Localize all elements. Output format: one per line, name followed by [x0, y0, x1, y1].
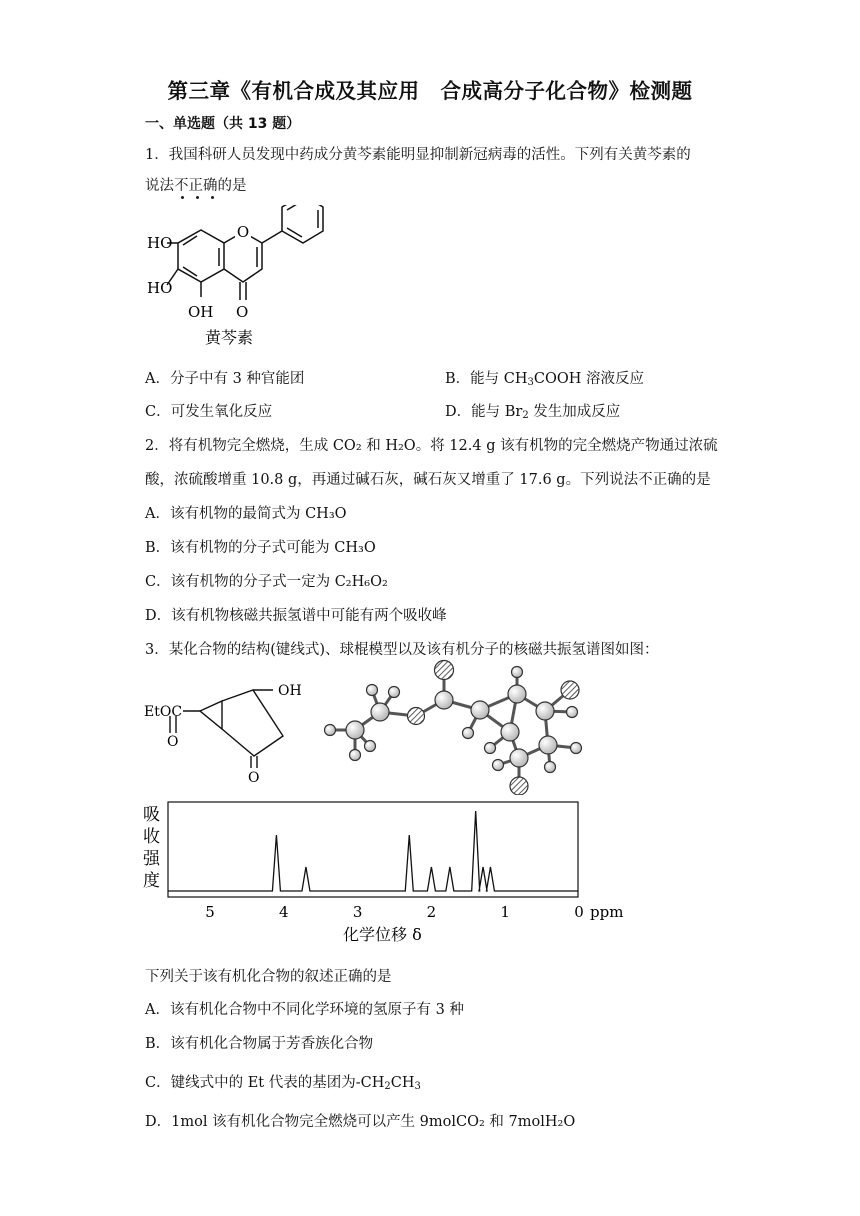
q1-stem-line2: 说法不正确的是	[145, 178, 247, 194]
x-tick-label: 1	[500, 903, 510, 921]
x-axis-unit: ppm	[590, 903, 624, 921]
ball-and-stick-model	[320, 655, 595, 795]
svg-text:O: O	[236, 223, 250, 241]
carbonyl-o-label: O	[236, 303, 249, 321]
x-tick-label: 4	[279, 903, 289, 921]
q3-question: 下列关于该有机化合物的叙述正确的是	[145, 969, 392, 985]
ho-label: HO	[147, 234, 173, 252]
x-tick-label: 2	[426, 903, 437, 921]
nmr-spectrum-chart	[140, 798, 630, 948]
q1-option-c: C．可发生氧化反应	[145, 404, 273, 420]
q2-option-a: A．该有机物的最简式为 CH₃O	[145, 506, 347, 522]
q2-stem-line2: 酸，浓硫酸增重 10.8 g，再通过碱石灰，碱石灰又增重了 17.6 g。下列说法不正确的是	[145, 472, 711, 488]
svg-text:吸: 吸	[143, 805, 160, 825]
o-label: O	[248, 770, 260, 786]
q1-option-b: B．能与 $CH_3COOH$ 溶液反应	[445, 371, 645, 388]
page-title: 第三章《有机合成及其应用 合成高分子化合物》检测题	[167, 79, 693, 103]
q1-option-a: A．分子中有 3 种官能团	[145, 371, 305, 387]
x-tick-label: 0	[574, 903, 584, 921]
q3-option-a: A．该有机化合物中不同化学环境的氢原子有 3 种	[145, 1002, 464, 1018]
etoc-label: EtOC	[144, 704, 183, 720]
x-tick-label: 5	[205, 903, 215, 921]
nmr-trace	[168, 811, 578, 891]
section-heading: 一、单选题（共 13 题）	[145, 116, 301, 132]
q1-stem-line1: 1．我国科研人员发现中药成分黄芩素能明显抑制新冠病毒的活性。下列有关黄芩素的	[145, 147, 691, 163]
svg-text:收: 收	[143, 827, 160, 847]
q2-stem-line1: 2．将有机物完全燃烧，生成 CO₂ 和 H₂O。将 12.4 g 该有机物的完全燃烧产物通过浓硫	[145, 438, 718, 454]
o-label: O	[167, 734, 179, 750]
q1-option-d: D．能与 $Br_2$ 发生加成反应	[445, 404, 621, 421]
q3-option-c: C．键线式中的 Et 代表的基团为$-CH_2CH_3$	[145, 1075, 421, 1092]
skeletal-structure	[140, 675, 320, 790]
svg-text:强: 强	[143, 849, 160, 869]
baicalein-structure	[140, 205, 340, 355]
q2-option-c: C．该有机物的分子式一定为 C₂H₆O₂	[145, 574, 388, 590]
q3-option-b: B．该有机化合物属于芳香族化合物	[145, 1036, 374, 1052]
q2-option-d: D．该有机物核磁共振氢谱中可能有两个吸收峰	[145, 608, 447, 624]
q3-stem: 3．某化合物的结构(键线式)、球棍模型以及该有机分子的核磁共振氢谱图如图：	[145, 642, 659, 658]
ho-label: HO	[147, 279, 173, 297]
q3-option-d: D．1mol 该有机化合物完全燃烧可以产生 9molCO₂ 和 7molH₂O	[145, 1114, 576, 1130]
q2-option-b: B．该有机物的分子式可能为 CH₃O	[145, 540, 376, 556]
oh-label: OH	[188, 303, 214, 321]
x-axis-label: 化学位移 δ	[343, 925, 422, 944]
svg-text:度: 度	[143, 871, 160, 891]
figure-caption: 黄芩素	[205, 328, 254, 347]
x-tick-label: 3	[352, 903, 363, 921]
y-axis-label	[143, 805, 161, 891]
oh-label: OH	[278, 683, 302, 699]
